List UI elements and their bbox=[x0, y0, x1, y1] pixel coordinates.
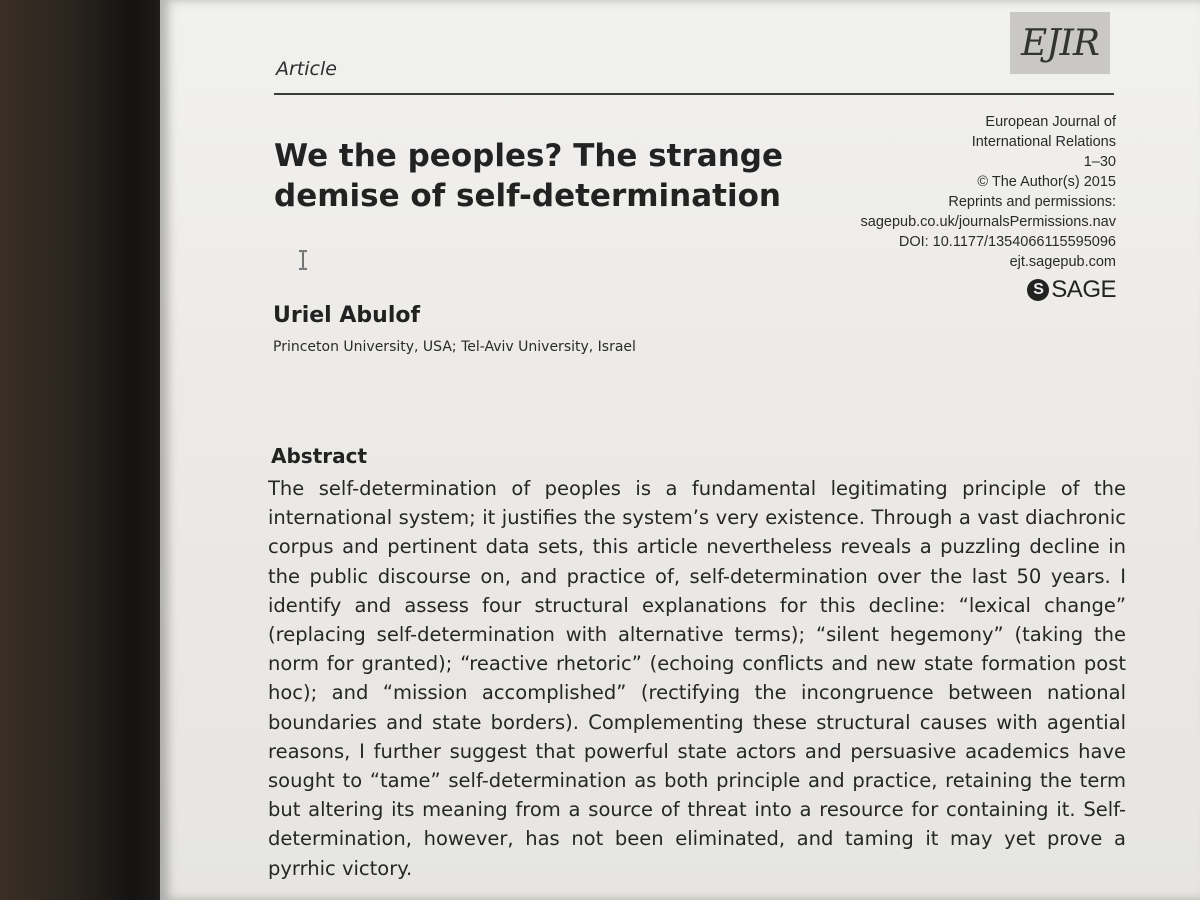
text-cursor-icon bbox=[296, 250, 310, 270]
author-affiliation: Princeton University, USA; Tel-Aviv University, Israel bbox=[273, 339, 636, 355]
document-page bbox=[160, 0, 1200, 900]
publisher-name: SAGE bbox=[1051, 276, 1116, 303]
journal-info-line: ejt.sagepub.com bbox=[1009, 254, 1116, 270]
journal-info-line: © The Author(s) 2015 bbox=[977, 174, 1116, 190]
article-type-label: Article bbox=[276, 58, 337, 80]
publisher-logo bbox=[1027, 276, 1116, 304]
abstract-text: The self-determination of peoples is a fundamental legitimating principle of the international system; it justifies the system’s very existence. Through a vast diachronic corpus and pertinent data sets, this article nevertheless reveals a puzzling decline in the public discourse on, and practice of, self-determination over the last 50 years. I identify and assess four structural explanations for this decline: “lexical change” (replacing self-determination with alternative terms); “silent hegemony” (taking the norm for granted); “reactive rhetoric” (echoing conflicts and new state formation post hoc); and “mission accomplished” (rectifying the incongruence between national boundaries and state borders). Complementing these structural causes with agential reasons, I further suggest that powerful state actors and persuasive academics have sought to “tame” self-determination as both principle and practice, retaining the term but altering its meaning from a source of threat into a resource for containing it. Self-determination, however, has not been eliminated, and taming it may yet prove a pyrrhic victory. bbox=[268, 477, 1126, 880]
journal-info-line: European Journal of bbox=[985, 114, 1116, 130]
journal-info-line: sagepub.co.uk/journalsPermissions.nav bbox=[860, 214, 1116, 230]
journal-logo: EJIR bbox=[1010, 12, 1110, 74]
abstract-heading: Abstract bbox=[271, 444, 368, 468]
sage-logo-icon: S bbox=[1027, 279, 1049, 301]
article-title: We the peoples? The strange demise of self-determination bbox=[274, 138, 783, 214]
journal-info-line: 1–30 bbox=[1083, 154, 1116, 170]
journal-info-line: International Relations bbox=[971, 134, 1116, 150]
journal-info-line: DOI: 10.1177/1354066115595096 bbox=[898, 234, 1116, 250]
journal-info bbox=[861, 112, 1117, 272]
author-name: Uriel Abulof bbox=[273, 303, 421, 328]
journal-info-line: Reprints and permissions: bbox=[948, 194, 1116, 210]
header-divider bbox=[274, 93, 1114, 95]
